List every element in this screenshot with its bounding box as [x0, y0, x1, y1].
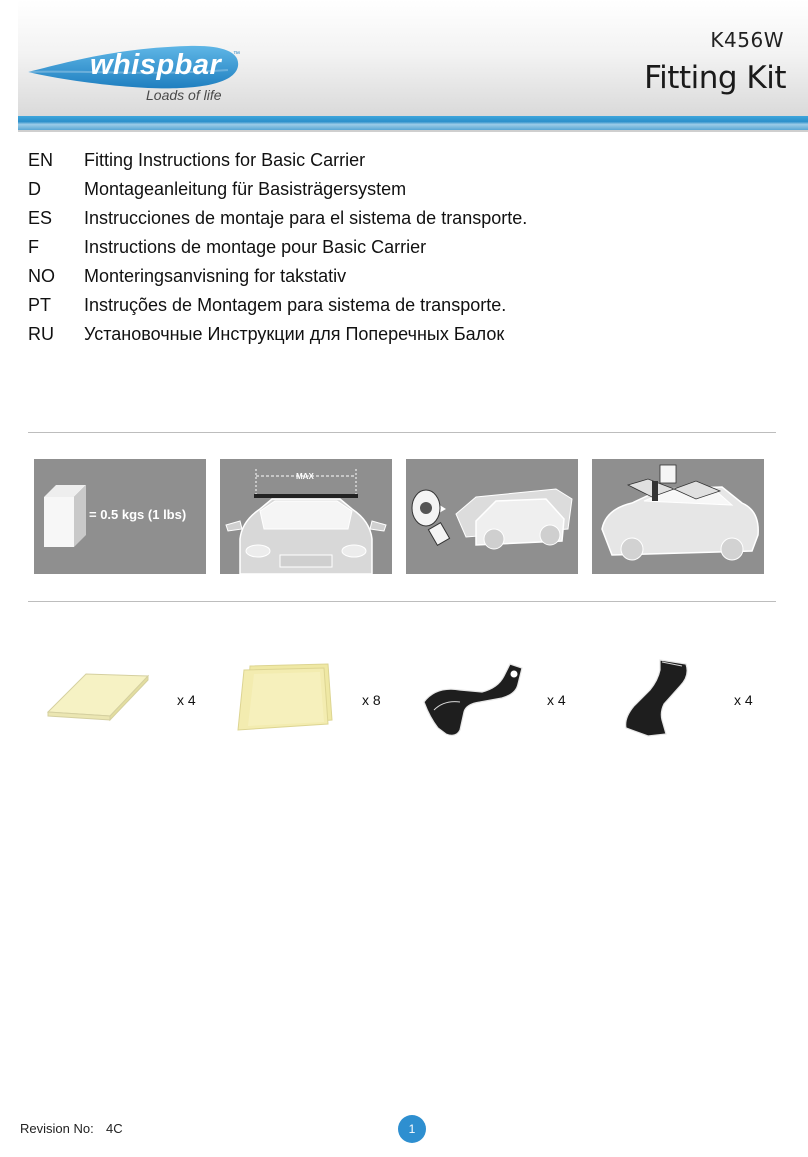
- lang-code: D: [28, 178, 41, 199]
- lang-text: Instrucciones de montaje para el sistema de transporte.: [84, 207, 528, 228]
- lang-code: F: [28, 236, 39, 257]
- bracket-icon: [420, 656, 526, 740]
- lang-code: EN: [28, 149, 54, 170]
- fitted-bars-panel: [592, 459, 764, 574]
- part-qty: x 4: [177, 692, 196, 708]
- logo-text: whispbar: [90, 49, 222, 81]
- part-qty: x 4: [734, 692, 753, 708]
- lang-row-pt: [28, 291, 506, 319]
- part-qty: x 4: [547, 692, 566, 708]
- lang-code: PT: [28, 294, 52, 315]
- car-with-bars-icon: [592, 459, 764, 574]
- weight-label: = 0.5 kgs (1 lbs): [89, 507, 187, 522]
- lang-row-en: [28, 146, 365, 174]
- max-label: MAX: [296, 472, 314, 481]
- page-number: 1: [398, 1115, 426, 1143]
- header-stripe: [18, 116, 808, 130]
- revision-value: 4C: [106, 1121, 123, 1136]
- lang-row-d: [28, 175, 406, 203]
- revision-label: Revision No:: [20, 1121, 94, 1136]
- header-underline: [18, 130, 808, 132]
- lang-text: Instructions de montage pour Basic Carrier: [84, 236, 427, 257]
- lang-text: Montageanleitung für Basisträgersystem: [84, 178, 407, 199]
- tagline: Loads of life: [146, 87, 222, 103]
- tape-measure-panel: [406, 459, 578, 574]
- clip-icon: [620, 656, 700, 740]
- model-code: K456W: [710, 28, 784, 52]
- lang-text: Monteringsanvisning for takstativ: [84, 265, 347, 286]
- page-title: Fitting Kit: [644, 60, 786, 96]
- lang-code: NO: [28, 265, 55, 286]
- tape-measure-car-icon: [406, 459, 578, 574]
- lang-row-es: [28, 204, 527, 232]
- lang-text: Instruções de Montagem para sistema de transporte.: [84, 294, 507, 315]
- part-qty: x 8: [362, 692, 381, 708]
- pad-icon: [46, 668, 150, 724]
- lang-row-ru: [28, 320, 504, 348]
- lang-code: RU: [28, 323, 54, 344]
- lang-text: Fitting Instructions for Basic Carrier: [84, 149, 366, 170]
- divider-top: [28, 432, 776, 433]
- pad-stack-icon: [234, 660, 338, 732]
- lang-code: ES: [28, 207, 53, 228]
- lang-row-f: [28, 233, 426, 261]
- logo-trademark: ™: [233, 51, 240, 58]
- divider-middle: [28, 601, 776, 602]
- lang-row-no: [28, 262, 346, 290]
- lang-text: Установочные Инструкции для Поперечных Балок: [84, 323, 505, 344]
